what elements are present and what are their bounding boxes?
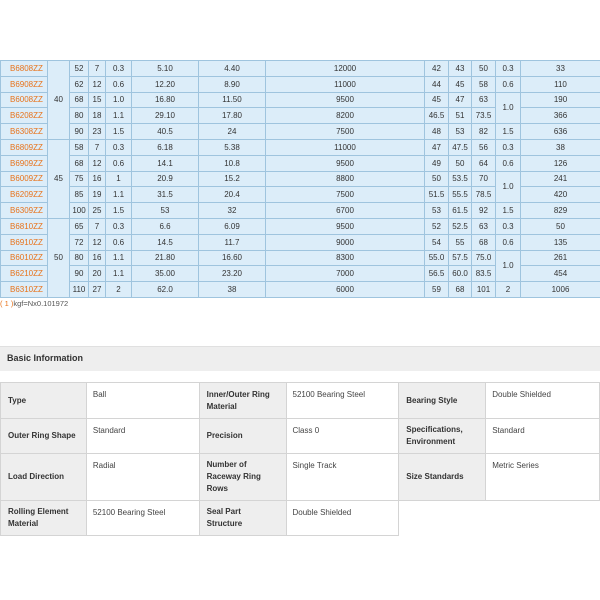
spec-cell-D: 58 xyxy=(70,139,89,155)
spec-cell-part: B6210ZZ xyxy=(1,266,48,282)
spec-cell-speed: 8300 xyxy=(266,250,425,266)
spec-cell-w: 38 xyxy=(521,139,600,155)
seal-part-structure-label: Seal Part Structure xyxy=(199,501,286,536)
spec-cell-a2: 45 xyxy=(449,76,472,92)
spec-cell-ra: 0.3 xyxy=(496,61,521,77)
spec-cell-a2: 53 xyxy=(449,124,472,140)
spec-cell-B: 19 xyxy=(89,187,106,203)
spec-cell-D: 75 xyxy=(70,171,89,187)
spec-cell-ra: 2 xyxy=(496,282,521,298)
spec-cell-cr: 35.00 xyxy=(132,266,199,282)
spec-table-container xyxy=(0,60,600,298)
spec-cell-a3: 56 xyxy=(472,139,496,155)
bearing-style-value: Double Shielded xyxy=(486,383,600,419)
spec-row xyxy=(1,171,600,187)
spec-cell-d: 50 xyxy=(48,218,70,297)
spec-cell-cr: 14.5 xyxy=(132,234,199,250)
spec-cell-part: B6309ZZ xyxy=(1,203,48,219)
spec-cell-w: 829 xyxy=(521,203,600,219)
spec-cell-a3: 82 xyxy=(472,124,496,140)
precision-value: Class 0 xyxy=(286,419,399,454)
spec-cell-cr: 21.80 xyxy=(132,250,199,266)
spec-cell-B: 18 xyxy=(89,108,106,124)
spec-cell-r: 1.1 xyxy=(106,108,132,124)
spec-cell-D: 68 xyxy=(70,92,89,108)
spec-cell-speed: 9500 xyxy=(266,218,425,234)
spec-cell-cr: 29.10 xyxy=(132,108,199,124)
spec-cell-r: 0.3 xyxy=(106,218,132,234)
spec-cell-D: 62 xyxy=(70,76,89,92)
spec-cell-a2: 55.5 xyxy=(449,187,472,203)
bearing-style-label: Bearing Style xyxy=(399,383,486,419)
info-row xyxy=(1,454,600,501)
size-standards-value: Metric Series xyxy=(486,454,600,501)
spec-cell-a3: 70 xyxy=(472,171,496,187)
spec-cell-D: 90 xyxy=(70,266,89,282)
spec-cell-a1: 55.0 xyxy=(425,250,449,266)
spec-row xyxy=(1,155,600,171)
seal-part-structure-value: Double Shielded xyxy=(286,501,399,536)
spec-cell-D: 80 xyxy=(70,250,89,266)
spec-cell-a3: 101 xyxy=(472,282,496,298)
spec-cell-D: 80 xyxy=(70,108,89,124)
spec-cell-B: 12 xyxy=(89,76,106,92)
spec-cell-ra: 1.5 xyxy=(496,203,521,219)
basic-info-table xyxy=(0,382,600,536)
spec-cell-D: 90 xyxy=(70,124,89,140)
spec-cell-w: 261 xyxy=(521,250,600,266)
footnote-marker: ( 1 ) xyxy=(0,299,14,308)
spec-cell-a2: 43 xyxy=(449,61,472,77)
spec-cell-a3: 63 xyxy=(472,92,496,108)
spec-cell-a2: 57.5 xyxy=(449,250,472,266)
spec-cell-a1: 49 xyxy=(425,155,449,171)
spec-cell-a1: 56.5 xyxy=(425,266,449,282)
spec-cell-a1: 53 xyxy=(425,203,449,219)
spec-cell-B: 23 xyxy=(89,124,106,140)
spec-cell-D: 65 xyxy=(70,218,89,234)
spec-row xyxy=(1,234,600,250)
spec-cell-ra: 1.0 xyxy=(496,92,521,124)
spec-cell-a2: 55 xyxy=(449,234,472,250)
spec-cell-cor: 10.8 xyxy=(199,155,266,171)
spec-cell-a1: 42 xyxy=(425,61,449,77)
spec-cell-D: 52 xyxy=(70,61,89,77)
spec-cell-cr: 16.80 xyxy=(132,92,199,108)
spec-cell-r: 0.3 xyxy=(106,61,132,77)
load-direction-value: Radial xyxy=(86,454,199,501)
spec-cell-part: B6208ZZ xyxy=(1,108,48,124)
spec-cell-cor: 15.2 xyxy=(199,171,266,187)
spec-cell-a2: 60.0 xyxy=(449,266,472,282)
spec-cell-a1: 45 xyxy=(425,92,449,108)
basic-info-header xyxy=(0,346,600,371)
spec-cell-part: B6310ZZ xyxy=(1,282,48,298)
outer-ring-shape-label: Outer Ring Shape xyxy=(1,419,87,454)
spec-cell-part: B6908ZZ xyxy=(1,76,48,92)
spec-cell-w: 636 xyxy=(521,124,600,140)
spec-cell-cor: 20.4 xyxy=(199,187,266,203)
spec-cell-B: 20 xyxy=(89,266,106,282)
spec-cell-cr: 20.9 xyxy=(132,171,199,187)
spec-cell-w: 366 xyxy=(521,108,600,124)
spec-cell-cr: 62.0 xyxy=(132,282,199,298)
spec-row xyxy=(1,203,600,219)
spec-cell-r: 1.5 xyxy=(106,124,132,140)
spec-cell-speed: 9500 xyxy=(266,92,425,108)
spec-cell-B: 15 xyxy=(89,92,106,108)
spec-cell-a3: 78.5 xyxy=(472,187,496,203)
spec-cell-r: 0.6 xyxy=(106,76,132,92)
spec-cell-w: 33 xyxy=(521,61,600,77)
spec-cell-cr: 40.5 xyxy=(132,124,199,140)
spec-cell-a2: 68 xyxy=(449,282,472,298)
spec-cell-speed: 6000 xyxy=(266,282,425,298)
spec-cell-w: 420 xyxy=(521,187,600,203)
spec-cell-B: 7 xyxy=(89,61,106,77)
spec-cell-speed: 6700 xyxy=(266,203,425,219)
spec-cell-cor: 16.60 xyxy=(199,250,266,266)
spec-row xyxy=(1,61,600,77)
spec-cell-a3: 63 xyxy=(472,218,496,234)
spec-cell-ra: 0.3 xyxy=(496,218,521,234)
spec-cell-a2: 51 xyxy=(449,108,472,124)
inner-outer-ring-material-label: Inner/Outer Ring Material xyxy=(199,383,286,419)
spec-cell-ra: 0.6 xyxy=(496,234,521,250)
spec-cell-cr: 5.10 xyxy=(132,61,199,77)
spec-table xyxy=(0,60,600,298)
spec-cell-a3: 75.0 xyxy=(472,250,496,266)
footnote-text: kgf=Nx0.101972 xyxy=(13,299,69,308)
spec-cell-ra: 1.0 xyxy=(496,171,521,203)
precision-label: Precision xyxy=(199,419,286,454)
raceway-ring-rows-value: Single Track xyxy=(286,454,399,501)
spec-cell-w: 454 xyxy=(521,266,600,282)
spec-cell-part: B6209ZZ xyxy=(1,187,48,203)
outer-ring-shape-value: Standard xyxy=(86,419,199,454)
spec-cell-a2: 47 xyxy=(449,92,472,108)
spec-row xyxy=(1,139,600,155)
rolling-element-material-value: 52100 Bearing Steel xyxy=(86,501,199,536)
spec-cell-cr: 12.20 xyxy=(132,76,199,92)
spec-cell-a2: 61.5 xyxy=(449,203,472,219)
spec-cell-r: 1.1 xyxy=(106,266,132,282)
spec-cell-r: 1.1 xyxy=(106,187,132,203)
spec-cell-w: 1006 xyxy=(521,282,600,298)
spec-cell-speed: 7500 xyxy=(266,187,425,203)
spec-cell-a1: 44 xyxy=(425,76,449,92)
spec-cell-a2: 50 xyxy=(449,155,472,171)
spec-cell-cr: 31.5 xyxy=(132,187,199,203)
spec-cell-cor: 4.40 xyxy=(199,61,266,77)
spec-cell-speed: 8800 xyxy=(266,171,425,187)
spec-cell-r: 1.5 xyxy=(106,203,132,219)
spec-cell-a3: 64 xyxy=(472,155,496,171)
spec-cell-speed: 9000 xyxy=(266,234,425,250)
spec-row xyxy=(1,282,600,298)
spec-cell-w: 135 xyxy=(521,234,600,250)
spec-cell-a2: 53.5 xyxy=(449,171,472,187)
spec-cell-D: 100 xyxy=(70,203,89,219)
spec-cell-cor: 5.38 xyxy=(199,139,266,155)
rolling-element-material-label: Rolling Element Material xyxy=(1,501,87,536)
spec-cell-cor: 38 xyxy=(199,282,266,298)
basic-info-title: Basic Information xyxy=(7,353,84,363)
spec-cell-part: B6009ZZ xyxy=(1,171,48,187)
type-label: Type xyxy=(1,383,87,419)
spec-cell-a3: 83.5 xyxy=(472,266,496,282)
spec-cell-ra: 0.6 xyxy=(496,76,521,92)
spec-cell-a1: 54 xyxy=(425,234,449,250)
spec-cell-a1: 47 xyxy=(425,139,449,155)
empty-cell xyxy=(399,501,486,536)
spec-table-body xyxy=(1,61,600,298)
spec-cell-r: 1.1 xyxy=(106,250,132,266)
empty-cell xyxy=(486,501,600,536)
spec-cell-cor: 11.7 xyxy=(199,234,266,250)
spec-cell-a1: 59 xyxy=(425,282,449,298)
spec-cell-B: 12 xyxy=(89,234,106,250)
spec-cell-a3: 73.5 xyxy=(472,108,496,124)
spec-cell-speed: 7000 xyxy=(266,266,425,282)
inner-outer-ring-material-value: 52100 Bearing Steel xyxy=(286,383,399,419)
spec-cell-a2: 47.5 xyxy=(449,139,472,155)
spec-row xyxy=(1,92,600,108)
spec-cell-B: 27 xyxy=(89,282,106,298)
spec-cell-a2: 52.5 xyxy=(449,218,472,234)
spec-cell-speed: 7500 xyxy=(266,124,425,140)
spec-row xyxy=(1,218,600,234)
spec-cell-r: 0.6 xyxy=(106,234,132,250)
spec-cell-cor: 32 xyxy=(199,203,266,219)
spec-cell-part: B6810ZZ xyxy=(1,218,48,234)
spec-cell-a3: 68 xyxy=(472,234,496,250)
spec-cell-part: B6909ZZ xyxy=(1,155,48,171)
raceway-ring-rows-label: Number of Raceway Ring Rows xyxy=(199,454,286,501)
spec-cell-ra: 0.3 xyxy=(496,139,521,155)
spec-cell-speed: 12000 xyxy=(266,61,425,77)
spec-cell-cor: 24 xyxy=(199,124,266,140)
spec-cell-w: 190 xyxy=(521,92,600,108)
spec-row xyxy=(1,76,600,92)
spec-cell-D: 72 xyxy=(70,234,89,250)
spec-cell-B: 25 xyxy=(89,203,106,219)
spec-cell-r: 1.0 xyxy=(106,92,132,108)
spec-cell-a1: 51.5 xyxy=(425,187,449,203)
spec-cell-a1: 50 xyxy=(425,171,449,187)
spec-cell-speed: 11000 xyxy=(266,76,425,92)
spec-cell-w: 50 xyxy=(521,218,600,234)
spec-cell-cor: 11.50 xyxy=(199,92,266,108)
spec-cell-r: 0.6 xyxy=(106,155,132,171)
spec-cell-w: 241 xyxy=(521,171,600,187)
spec-cell-cr: 53 xyxy=(132,203,199,219)
spec-cell-a3: 58 xyxy=(472,76,496,92)
spec-cell-w: 110 xyxy=(521,76,600,92)
spec-cell-w: 126 xyxy=(521,155,600,171)
load-direction-label: Load Direction xyxy=(1,454,87,501)
spec-row xyxy=(1,124,600,140)
spec-cell-a1: 48 xyxy=(425,124,449,140)
spec-cell-B: 7 xyxy=(89,139,106,155)
info-row xyxy=(1,501,600,536)
spec-cell-r: 0.3 xyxy=(106,139,132,155)
spec-cell-r: 2 xyxy=(106,282,132,298)
spec-cell-part: B6308ZZ xyxy=(1,124,48,140)
spec-cell-cr: 14.1 xyxy=(132,155,199,171)
spec-cell-ra: 0.6 xyxy=(496,155,521,171)
spec-cell-cor: 23.20 xyxy=(199,266,266,282)
specifications-environment-value: Standard xyxy=(486,419,600,454)
type-value: Ball xyxy=(86,383,199,419)
spec-cell-a3: 92 xyxy=(472,203,496,219)
spec-cell-speed: 11000 xyxy=(266,139,425,155)
spec-cell-B: 16 xyxy=(89,171,106,187)
spec-cell-a1: 52 xyxy=(425,218,449,234)
spec-cell-ra: 1.5 xyxy=(496,124,521,140)
spec-cell-B: 7 xyxy=(89,218,106,234)
spec-cell-cor: 6.09 xyxy=(199,218,266,234)
specifications-environment-label: Specifications, Environment xyxy=(399,419,486,454)
info-row xyxy=(1,383,600,419)
spec-cell-speed: 9500 xyxy=(266,155,425,171)
spec-cell-D: 110 xyxy=(70,282,89,298)
spec-cell-cor: 8.90 xyxy=(199,76,266,92)
spec-cell-speed: 8200 xyxy=(266,108,425,124)
spec-cell-D: 85 xyxy=(70,187,89,203)
spec-cell-B: 12 xyxy=(89,155,106,171)
spec-cell-r: 1 xyxy=(106,171,132,187)
spec-cell-a3: 50 xyxy=(472,61,496,77)
spec-cell-cr: 6.6 xyxy=(132,218,199,234)
spec-row xyxy=(1,250,600,266)
spec-cell-part: B6809ZZ xyxy=(1,139,48,155)
spec-cell-part: B6010ZZ xyxy=(1,250,48,266)
spec-cell-part: B6808ZZ xyxy=(1,61,48,77)
spec-cell-cor: 17.80 xyxy=(199,108,266,124)
spec-cell-B: 16 xyxy=(89,250,106,266)
spec-cell-part: B6910ZZ xyxy=(1,234,48,250)
spec-cell-d: 45 xyxy=(48,139,70,218)
basic-info-table-container xyxy=(0,382,600,536)
spec-cell-a1: 46.5 xyxy=(425,108,449,124)
info-row xyxy=(1,419,600,454)
spec-cell-D: 68 xyxy=(70,155,89,171)
spec-cell-d: 40 xyxy=(48,61,70,140)
spec-cell-cr: 6.18 xyxy=(132,139,199,155)
footnote xyxy=(0,299,68,308)
size-standards-label: Size Standards xyxy=(399,454,486,501)
spec-cell-part: B6008ZZ xyxy=(1,92,48,108)
spec-cell-ra: 1.0 xyxy=(496,250,521,282)
